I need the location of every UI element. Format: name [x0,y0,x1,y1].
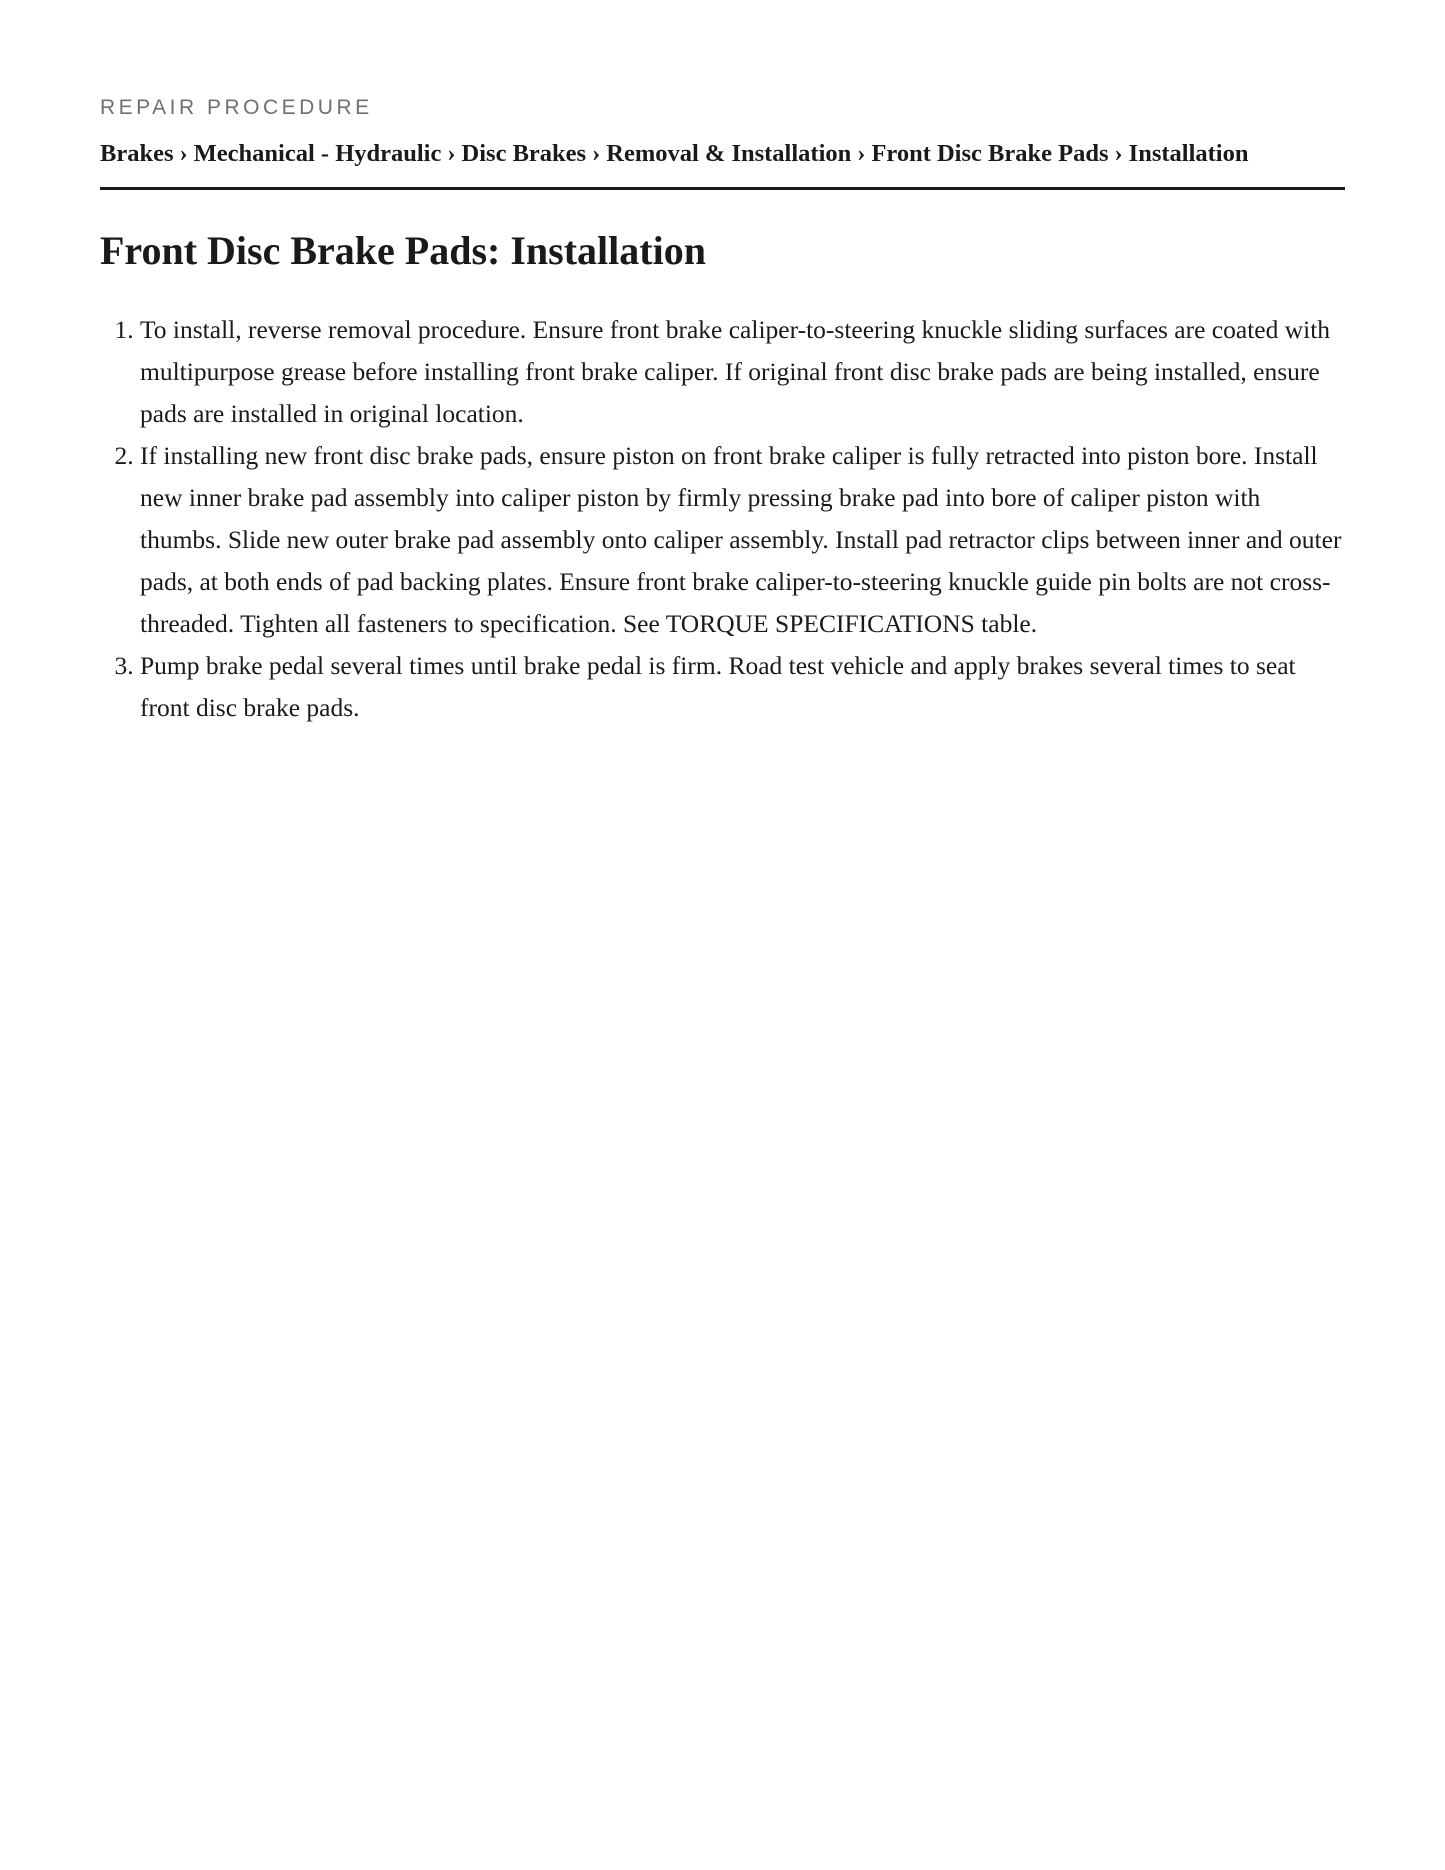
procedure-step-3: 3. Pump brake pedal several times until brake pedal is firm. Road test vehicle and apply brakes several times to seat front disc brake pads. [140,645,1345,729]
breadcrumb [100,139,1345,190]
breadcrumb-item-disc-brakes[interactable]: Disc Brakes [461,140,587,167]
breadcrumb-separator: › [447,140,456,167]
procedure-step-1: 1. To install, reverse removal procedure. Ensure front brake caliper-to-steering knuckle sliding surfaces are coated with multipurpose grease before installing front brake caliper. If original front disc brake pads are being installed, ensure pads are installed in original location. [140,309,1345,435]
procedure-steps [100,309,1345,729]
breadcrumb-item-mechanical-hydraulic[interactable]: Mechanical - Hydraulic [193,140,442,167]
breadcrumb-item-brakes[interactable]: Brakes [100,140,174,167]
breadcrumb-separator: › [857,140,866,167]
page-title: Front Disc Brake Pads: Installation [100,228,706,273]
breadcrumb-item-front-disc-brake-pads[interactable]: Front Disc Brake Pads [871,140,1109,167]
section-kicker: REPAIR PROCEDURE [100,96,373,119]
breadcrumb-item-installation: Installation [1128,140,1249,167]
breadcrumb-item-removal-installation[interactable]: Removal & Installation [606,140,852,167]
breadcrumb-separator: › [1114,140,1123,167]
procedure-step-2: 2. If installing new front disc brake pads, ensure piston on front brake caliper is fully retracted into piston bore. Install new inner brake pad assembly into caliper piston by firmly pressing brake pad into bore of caliper piston with thumbs. Slide new outer brake pad assembly onto caliper assembly. Install pad retractor clips between inner and outer pads, at both ends of pad backing plates. Ensure front brake caliper-to-steering knuckle guide pin bolts are not cross-threaded. Tighten all fasteners to specification. See TORQUE SPECIFICATIONS table. [140,435,1345,645]
breadcrumb-separator: › [592,140,601,167]
breadcrumb-separator: › [179,140,188,167]
